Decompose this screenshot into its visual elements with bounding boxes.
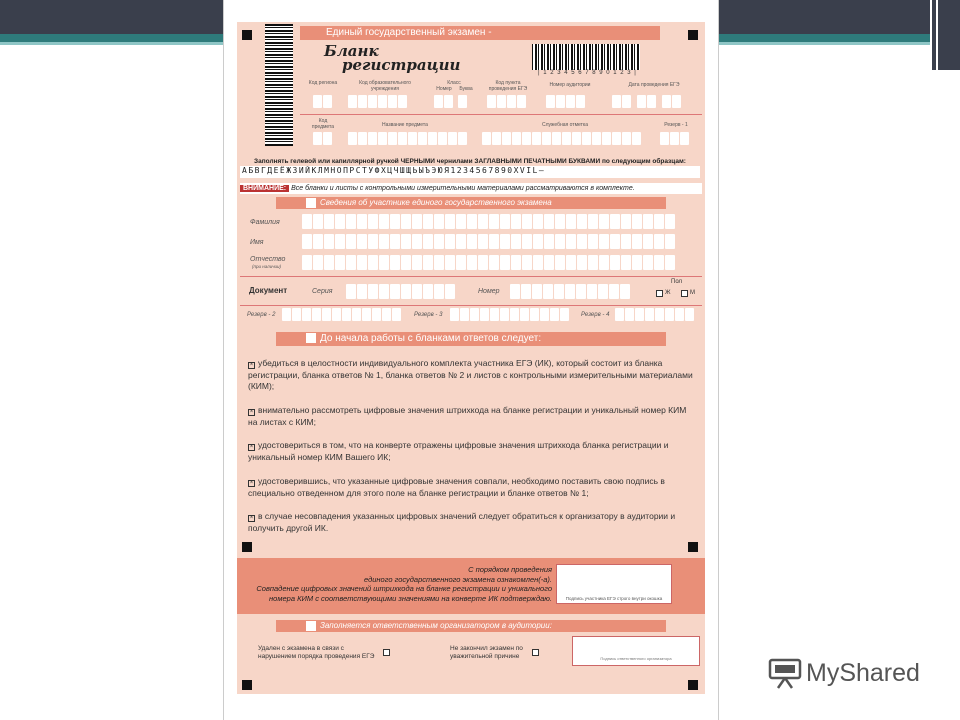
input-cell[interactable] <box>610 214 620 229</box>
input-cell[interactable] <box>555 255 565 270</box>
myshared-logo-icon <box>768 656 802 690</box>
input-cell[interactable] <box>530 308 539 321</box>
label-surname: Фамилия <box>250 219 280 226</box>
input-cell[interactable] <box>566 214 576 229</box>
input-cell[interactable] <box>643 234 653 249</box>
input-cell[interactable] <box>543 284 553 299</box>
participant-signature-caption: Подпись участника ЕГЭ строго внутри окошка <box>565 596 663 601</box>
corner-mark <box>242 542 252 552</box>
input-cell[interactable] <box>467 255 477 270</box>
input-cell[interactable] <box>346 234 356 249</box>
input-cell[interactable] <box>346 284 356 299</box>
label-service-mark: Служебная отметка <box>541 122 589 128</box>
corner-mark <box>242 30 252 40</box>
agreement-text: С порядком проведения единого государственного экзамена ознакомлен(-а). Совпадение цифровых значений штрихкода на бланке регистрации и уникального номера КИМ с соответствующими значениями на конверте ИК подтверждаю. <box>256 565 552 603</box>
input-cell[interactable] <box>675 308 684 321</box>
input-cell[interactable] <box>302 214 312 229</box>
input-cell[interactable] <box>532 284 542 299</box>
input-cell[interactable] <box>412 284 422 299</box>
input-cell[interactable] <box>456 234 466 249</box>
input-cell[interactable] <box>346 214 356 229</box>
input-cell[interactable] <box>335 234 345 249</box>
fill-instructions: Заполнять гелевой или капиллярной ручкой ЧЕРНЫМИ чернилами ЗАГЛАВНЫМИ ПЕЧАТНЫМИ БУКВАМИ по следующим образцам: <box>254 158 686 165</box>
input-cell[interactable] <box>313 234 323 249</box>
input-cell[interactable] <box>379 214 389 229</box>
school-code-cells[interactable] <box>348 95 407 108</box>
input-cell[interactable] <box>620 284 630 299</box>
removed-checkbox[interactable] <box>383 649 390 656</box>
label-sex: Пол <box>671 279 683 285</box>
input-cell[interactable] <box>598 284 608 299</box>
subject-code-cells[interactable] <box>313 132 332 145</box>
input-cell[interactable] <box>362 308 371 321</box>
label-subject-name: Название предмета <box>382 122 428 128</box>
input-cell[interactable] <box>588 214 598 229</box>
input-cell[interactable] <box>382 308 391 321</box>
label-ppe-code: Код пункта проведения ЕГЭ <box>488 80 528 92</box>
input-cell[interactable] <box>450 308 459 321</box>
input-cell[interactable] <box>621 234 631 249</box>
input-cell[interactable] <box>632 214 642 229</box>
input-cell[interactable] <box>544 255 554 270</box>
input-cell[interactable] <box>625 308 634 321</box>
input-cell[interactable] <box>500 255 510 270</box>
form-title-blank: Бланк регистрации <box>324 42 461 74</box>
input-cell[interactable] <box>335 214 345 229</box>
input-cell[interactable] <box>282 308 291 321</box>
input-cell[interactable] <box>577 214 587 229</box>
slide-corner-decoration <box>930 0 960 70</box>
input-cell[interactable] <box>324 255 334 270</box>
input-cell[interactable] <box>312 308 321 321</box>
input-cell[interactable] <box>654 234 664 249</box>
input-cell[interactable] <box>478 214 488 229</box>
reserve-3-cells[interactable] <box>450 308 569 321</box>
label-school-code: Код образовательного учреждения <box>359 80 411 92</box>
corner-mark <box>242 680 252 690</box>
input-cell[interactable] <box>555 234 565 249</box>
input-cell[interactable] <box>401 214 411 229</box>
divider <box>300 114 702 115</box>
vertical-barcode <box>265 24 293 146</box>
label-sex-m: М <box>690 290 695 296</box>
form-title-exam: Единый государственный экзамен - <box>300 26 660 40</box>
input-cell[interactable] <box>615 308 624 321</box>
input-cell[interactable] <box>544 214 554 229</box>
label-region-code: Код региона <box>308 80 338 86</box>
number-cells[interactable] <box>510 284 630 299</box>
label-class-number: Номер <box>436 86 452 92</box>
input-cell[interactable] <box>490 308 499 321</box>
input-cell[interactable] <box>478 255 488 270</box>
input-cell[interactable] <box>478 234 488 249</box>
input-cell[interactable] <box>313 255 323 270</box>
input-cell[interactable] <box>368 284 378 299</box>
input-cell[interactable] <box>434 255 444 270</box>
exam-date-cells[interactable] <box>612 95 681 108</box>
input-cell[interactable] <box>434 284 444 299</box>
step-1: × убедиться в целостности индивидуального комплекта участника ЕГЭ (ИК), который состоит из бланка регистрации, бланка ответов № 1, бланка ответов № 2 и листов с контрольными измерительными материалами (КИМ); <box>248 358 693 391</box>
input-cell[interactable] <box>322 308 331 321</box>
input-cell[interactable] <box>643 214 653 229</box>
input-cell[interactable] <box>555 214 565 229</box>
input-cell[interactable] <box>599 255 609 270</box>
label-auditorium: Номер аудитории <box>549 82 591 88</box>
barcode-number: | 1 2 3 4 5 6 7 8 9 0 1 2 3 | <box>538 70 637 76</box>
input-cell[interactable] <box>654 214 664 229</box>
input-cell[interactable] <box>533 255 543 270</box>
input-cell[interactable] <box>368 214 378 229</box>
input-cell[interactable] <box>665 234 675 249</box>
input-cell[interactable] <box>599 234 609 249</box>
input-cell[interactable] <box>423 284 433 299</box>
input-cell[interactable] <box>521 284 531 299</box>
input-cell[interactable] <box>655 308 664 321</box>
organizer-signature-caption: Подпись ответственного организатора <box>600 656 672 661</box>
input-cell[interactable] <box>522 214 532 229</box>
label-series: Серия <box>312 288 333 295</box>
input-cell[interactable] <box>665 214 675 229</box>
corner-mark <box>688 30 698 40</box>
input-cell[interactable] <box>522 234 532 249</box>
reserve-4-cells[interactable] <box>615 308 694 321</box>
input-cell[interactable] <box>533 234 543 249</box>
step-4: × удостоверившись, что указанные цифровые значения совпали, необходимо поставить свою подпись в специально отведенном для этого поле на бланке регистрации и бланке ответов № 1; <box>248 476 665 498</box>
input-cell[interactable] <box>379 234 389 249</box>
input-cell[interactable] <box>577 234 587 249</box>
label-reserve-2: Резерв - 2 <box>247 312 276 318</box>
input-cell[interactable] <box>665 308 674 321</box>
input-cell[interactable] <box>533 214 543 229</box>
input-cell[interactable] <box>302 308 311 321</box>
label-number: Номер <box>478 288 500 295</box>
organizer-signature-box[interactable] <box>572 636 700 666</box>
input-cell[interactable] <box>324 234 334 249</box>
input-cell[interactable] <box>560 308 569 321</box>
input-cell[interactable] <box>480 308 489 321</box>
input-cell[interactable] <box>665 255 675 270</box>
input-cell[interactable] <box>357 284 367 299</box>
ppe-code-cells[interactable] <box>487 95 526 108</box>
input-cell[interactable] <box>467 234 477 249</box>
class-cells[interactable] <box>434 95 467 108</box>
input-cell[interactable] <box>324 214 334 229</box>
input-cell[interactable] <box>610 234 620 249</box>
input-cell[interactable] <box>621 255 631 270</box>
subject-name-cells[interactable] <box>348 132 467 145</box>
input-cell[interactable] <box>423 214 433 229</box>
input-cell[interactable] <box>609 284 619 299</box>
input-cell[interactable] <box>460 308 469 321</box>
label-patronymic: Отчество <box>250 256 286 263</box>
input-cell[interactable] <box>456 255 466 270</box>
input-cell[interactable] <box>412 214 422 229</box>
input-cell[interactable] <box>621 214 631 229</box>
input-cell[interactable] <box>379 255 389 270</box>
input-cell[interactable] <box>332 308 341 321</box>
step-2: × внимательно рассмотреть цифровые значения штрихкода на бланке регистрации и уникальный номер КИМ на листах с КИМ; <box>248 405 687 427</box>
region-code-cells[interactable] <box>313 95 332 108</box>
input-cell[interactable] <box>685 308 694 321</box>
sample-characters: АБВГДЕЁЖЗИЙКЛМНОПРСТУФХЦЧШЩЬЫЪЭЮЯ1234567890XVIL– <box>240 166 700 178</box>
label-document: Документ <box>249 286 288 295</box>
auditorium-cells[interactable] <box>546 95 585 108</box>
input-cell[interactable] <box>510 308 519 321</box>
label-patronymic-note: (при наличии) <box>252 264 282 269</box>
input-cell[interactable] <box>566 255 576 270</box>
input-cell[interactable] <box>401 234 411 249</box>
input-cell[interactable] <box>510 284 520 299</box>
input-cell[interactable] <box>401 255 411 270</box>
divider <box>240 276 702 277</box>
input-cell[interactable] <box>445 214 455 229</box>
input-cell[interactable] <box>489 255 499 270</box>
input-cell[interactable] <box>368 255 378 270</box>
corner-mark <box>688 680 698 690</box>
label-sex-f: Ж <box>665 290 671 296</box>
input-cell[interactable] <box>379 284 389 299</box>
warning: ВНИМАНИЕ: Все бланки и листы с контрольными измерительными материалами рассматриваются в комплекте. <box>240 183 702 194</box>
service-mark-cells[interactable] <box>482 132 641 145</box>
divider <box>240 305 702 306</box>
input-cell[interactable] <box>401 284 411 299</box>
input-cell[interactable] <box>576 284 586 299</box>
label-exam-date: Дата проведения ЕГЭ <box>628 82 680 88</box>
input-cell[interactable] <box>390 214 400 229</box>
input-cell[interactable] <box>445 234 455 249</box>
myshared-text: MyShared <box>806 658 920 687</box>
input-cell[interactable] <box>500 214 510 229</box>
input-cell[interactable] <box>313 214 323 229</box>
series-cells[interactable] <box>346 284 455 299</box>
input-cell[interactable] <box>544 234 554 249</box>
input-cell[interactable] <box>632 234 642 249</box>
removed-label: Удален с экзамена в связи с нарушением порядка проведения ЕГЭ <box>258 645 375 660</box>
input-cell[interactable] <box>390 234 400 249</box>
input-cell[interactable] <box>412 234 422 249</box>
input-cell[interactable] <box>445 284 455 299</box>
input-cell[interactable] <box>423 234 433 249</box>
input-cell[interactable] <box>423 255 433 270</box>
step-5: × в случае несовпадения указанных цифровых значений следует обратиться к организатору в аудитории и получить другой ИК. <box>248 511 676 533</box>
input-cell[interactable] <box>654 255 664 270</box>
label-name: Имя <box>250 239 264 246</box>
input-cell[interactable] <box>511 214 521 229</box>
corner-mark <box>688 542 698 552</box>
input-cell[interactable] <box>357 234 367 249</box>
sex-f-checkbox[interactable] <box>656 290 663 297</box>
input-cell[interactable] <box>588 255 598 270</box>
label-class: Класс <box>447 80 461 86</box>
input-cell[interactable] <box>522 255 532 270</box>
input-cell[interactable] <box>456 214 466 229</box>
not-finished-checkbox[interactable] <box>532 649 539 656</box>
input-cell[interactable] <box>599 214 609 229</box>
input-cell[interactable] <box>635 308 644 321</box>
reserve-1-cells[interactable] <box>660 132 689 145</box>
input-cell[interactable] <box>511 234 521 249</box>
input-cell[interactable] <box>342 308 351 321</box>
sex-m-checkbox[interactable] <box>681 290 688 297</box>
barcode <box>532 44 640 70</box>
input-cell[interactable] <box>566 234 576 249</box>
label-class-letter: Буква <box>459 86 473 92</box>
input-cell[interactable] <box>412 255 422 270</box>
surname-cells[interactable] <box>302 214 675 229</box>
label-reserve-3: Резерв - 3 <box>414 312 443 318</box>
input-cell[interactable] <box>372 308 381 321</box>
input-cell[interactable] <box>392 308 401 321</box>
step-3: × удостовериться в том, что на конверте отражены цифровые значения штрихкода бланка регистрации и уникальный номер КИМ Вашего ИК; <box>248 440 669 462</box>
input-cell[interactable] <box>357 214 367 229</box>
patronymic-cells[interactable] <box>302 255 675 270</box>
input-cell[interactable] <box>577 255 587 270</box>
input-cell[interactable] <box>511 255 521 270</box>
input-cell[interactable] <box>352 308 361 321</box>
organizer-section-header: Заполняется ответственным организатором в аудитории: <box>276 620 666 632</box>
input-cell[interactable] <box>434 234 444 249</box>
label-reserve-4: Резерв - 4 <box>581 312 610 318</box>
input-cell[interactable] <box>302 255 312 270</box>
input-cell[interactable] <box>587 284 597 299</box>
name-cells[interactable] <box>302 234 675 249</box>
input-cell[interactable] <box>500 308 509 321</box>
input-cell[interactable] <box>357 255 367 270</box>
input-cell[interactable] <box>489 214 499 229</box>
input-cell[interactable] <box>632 255 642 270</box>
input-cell[interactable] <box>540 308 549 321</box>
input-cell[interactable] <box>554 284 564 299</box>
label-reserve-1: Резерв - 1 <box>664 122 688 128</box>
input-cell[interactable] <box>588 234 598 249</box>
label-subject-code: Код предмета <box>311 118 335 130</box>
not-finished-label: Не закончил экзамен по уважительной причине <box>450 645 523 660</box>
input-cell[interactable] <box>434 214 444 229</box>
input-cell[interactable] <box>390 284 400 299</box>
input-cell[interactable] <box>368 234 378 249</box>
input-cell[interactable] <box>335 255 345 270</box>
input-cell[interactable] <box>500 234 510 249</box>
input-cell[interactable] <box>467 214 477 229</box>
myshared-watermark <box>768 656 920 690</box>
input-cell[interactable] <box>292 308 301 321</box>
input-cell[interactable] <box>565 284 575 299</box>
participant-section-header: Сведения об участнике единого государственного экзамена <box>276 197 666 209</box>
input-cell[interactable] <box>390 255 400 270</box>
input-cell[interactable] <box>520 308 529 321</box>
before-work-section-header: До начала работы с бланками ответов следует: <box>276 332 666 346</box>
input-cell[interactable] <box>489 234 499 249</box>
input-cell[interactable] <box>643 255 653 270</box>
input-cell[interactable] <box>346 255 356 270</box>
input-cell[interactable] <box>610 255 620 270</box>
input-cell[interactable] <box>445 255 455 270</box>
input-cell[interactable] <box>645 308 654 321</box>
reserve-2-cells[interactable] <box>282 308 401 321</box>
input-cell[interactable] <box>550 308 559 321</box>
input-cell[interactable] <box>302 234 312 249</box>
input-cell[interactable] <box>470 308 479 321</box>
